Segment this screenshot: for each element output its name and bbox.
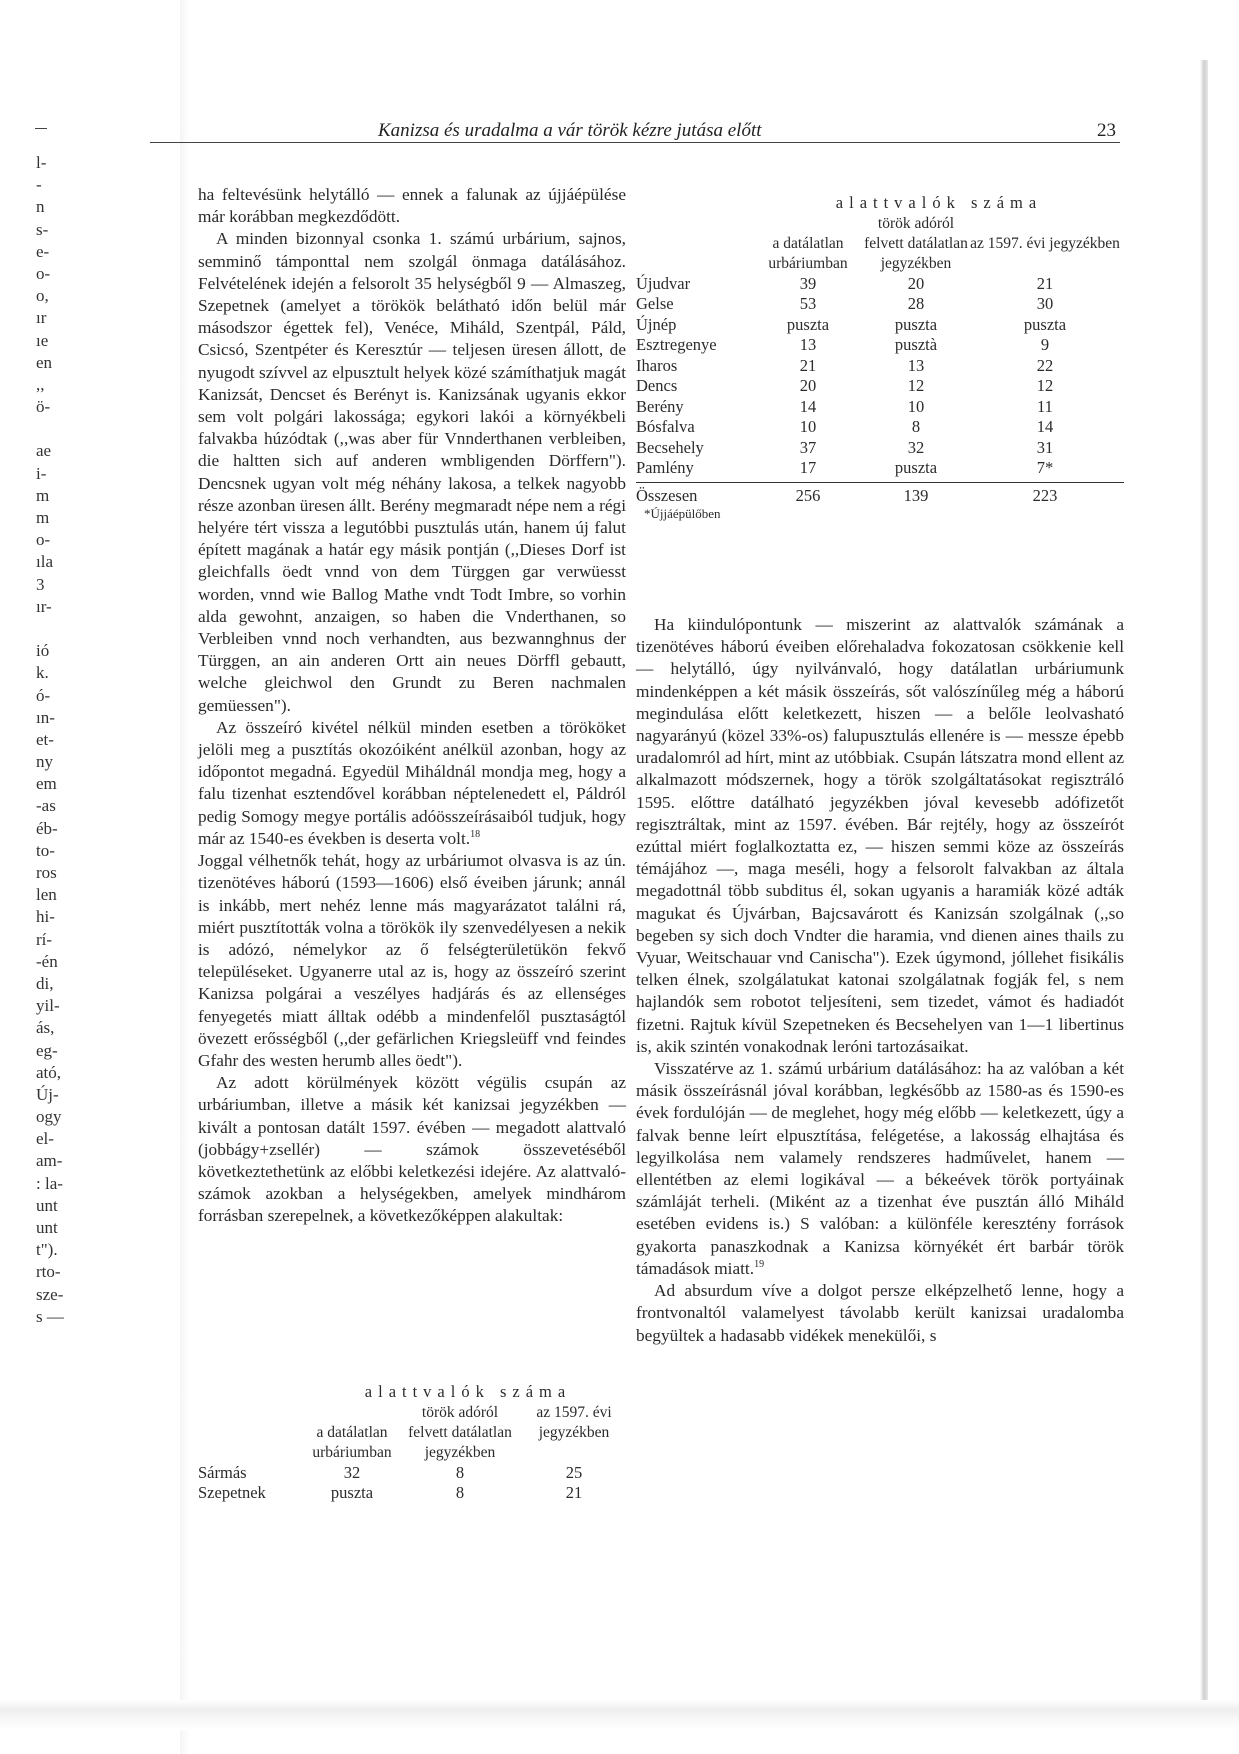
- previous-page-fragment: -én: [36, 951, 58, 971]
- row-value: 31: [1036, 437, 1054, 457]
- row-value: 32: [343, 1462, 361, 1482]
- previous-page-fragment: : la-: [36, 1173, 63, 1193]
- previous-page-fragment: éb-: [36, 818, 58, 838]
- row-value: 21: [1036, 273, 1054, 293]
- previous-page-fragment: [36, 418, 66, 440]
- left-column: [198, 184, 626, 1228]
- previous-page-header-rule: [35, 128, 47, 129]
- paragraph: Visszatérve az 1. számú urbárium datálásához: ha az valóban a két másik összeírásnál jóval korábban, legkésőbb az 1580-as és 1590-es évek fordulóján — de meglehet, hogy még előbb — keletkezett, úgy a falvak benne leírt elpusztítása, felégetése, a lakosság elhajtása és legyilkolása nem valamely rendszeres hadművelet, hanem — ellentétben az elemi logikával — a békeévek török portyáinak számláját terheli. (Miként az a tizenhat éve pusztán álló Miháld esetében evidens is.) S valóban: a különféle keresztény források gyakorta panaszkodnak a Kanizsa környékét ért barbár török támadások miatt.$^{19}$: [636, 1059, 1124, 1278]
- row-value: 32: [907, 437, 925, 457]
- row-value: 30: [1036, 294, 1054, 313]
- subjects-table-secondary: [198, 1382, 638, 1504]
- row-place-name: Újnép: [636, 314, 677, 334]
- previous-page-fragment: Új-: [36, 1084, 59, 1104]
- row-value: 20: [799, 376, 817, 395]
- row-value: puszta: [894, 314, 938, 334]
- previous-page-fragment: t").: [36, 1240, 58, 1260]
- paragraph: Az adott körülmények között végülis csupán az urbáriumban, illetve a másik két kanizsai jegyzékben — kivált a pontosan datált 1597. évében — megadott alattvaló (jobbágy+zsellér) — számok összevetéséből következtethetünk az előbbi keletkezési idejére. Az alattvaló-számok azokban a helységekben, amelyek mindhárom forrásban szerepelnek, a következőképpen alakultak:: [198, 1073, 626, 1226]
- previous-page-fragment: ır: [36, 308, 47, 328]
- column-header: a datálatlan urbáriumban: [768, 234, 848, 272]
- row-place-name: Újudvar: [636, 273, 691, 293]
- previous-page-fragment: s —: [36, 1306, 64, 1326]
- table-header: [198, 1403, 638, 1463]
- row-value: 22: [1036, 355, 1054, 375]
- row-place-name: Sármás: [198, 1462, 247, 1482]
- previous-page-fragment: em: [36, 774, 57, 794]
- previous-page-fragment: unt: [36, 1195, 58, 1215]
- row-value: 53: [799, 294, 817, 313]
- previous-page-fragment: k.: [36, 663, 49, 683]
- running-title: Kanizsa és uradalma a vár török kézre jutása előtt: [378, 120, 762, 141]
- page-number: 23: [1097, 120, 1116, 141]
- previous-page-fragment: ıe: [36, 330, 49, 350]
- previous-page-fragment: ö-: [36, 397, 51, 417]
- previous-page-fragment: o,: [36, 286, 49, 306]
- running-header: [150, 112, 1120, 143]
- row-value: 10: [907, 396, 925, 416]
- row-value: 8: [911, 417, 921, 436]
- previous-page-fragment: m: [36, 508, 50, 527]
- paragraph: ha feltevésünk helytálló — ennek a falunak az újjáépülése már korábban megkezdődött.: [198, 185, 626, 227]
- row-place-name: Gelse: [636, 294, 674, 313]
- paragraph: Az összeíró kivétel nélkül minden esetben a törököket jelöli meg a pusztítás okozóiként anélkül azonban, hogy az időpontot megadná. Egyedül Miháldnál mondja meg, hogy a falu tizenhat esztendővel korábban néptelenedett el, Páldról pedig Somogy megye portális adóösszeírásaiból tudjuk, hogy már az 1540-es években is deserta volt.$^{18}$: [198, 717, 626, 848]
- row-place-name: Szepetnek: [198, 1483, 266, 1502]
- paragraph: Ha kiindulópontunk — miszerint az alattvalók számának a tizenötéves háború éveiben előrehaladva fokozatosan csökkenie kell — helytálló, úgy nyilvánvaló, hogy datálatlan urbáriumunk mindenképpen a két másik összeírás, sőt valószínűleg még a háború megindulása előtt keletkezett, hiszen — a belőle leolvasható nagyarányú (közel 33%-os) falupusztulás ellenére is — messze épebb uradalomról ad hírt, mint az utóbbiak. Csupán látszatra mond ellent az alkalmazott módszernek, hogy a török szolgáltatásokat regisztráló 1595. előttre datálható jegyzékben jóval kevesebb adófizetőt regisztráltak, mint az 1597. évében. Bár rejtély, hogy az összeírót ezúttal miért foglalkoztatta ez, — hiszen semmi köze az összeírás témájához —, maga meséli, hogy a felsorolt falvakban az általa megadottnál több subditus él, sokan ugyanis a haramiák közé adták magukat és Újvárban, Bajcsavárott és Kanizsán szolgálnak (,,so begeben sy sich doch Vndter die haramia, vnd dienen aines thails zu Vyuar, Weitschauar vnd Canischa"). Ezek úgymond, jóllehet fisikális telken élnek, szolgálatukat katonai szolgálatnak fogják fel, s nem hajlandók sem robotot teljesíteni, sem tizedet, vámot és hadiadót fizetni. Rajtuk kívül Szepetneken és Becsehelyen van 1—1 libertinus is, akik szintén vonakodnak leróni tartozásaikat.: [636, 615, 1124, 1056]
- table-title: alattvalók száma: [835, 193, 1043, 212]
- row-value: 37: [799, 437, 817, 457]
- previous-page-fragment: o-: [36, 263, 51, 283]
- right-column: [636, 614, 1124, 1347]
- previous-page-fragment: 3: [36, 574, 45, 594]
- row-value: 21: [799, 355, 817, 375]
- row-value: 25: [565, 1462, 583, 1482]
- row-place-name: Becsehely: [636, 437, 704, 457]
- subjects-table-main: [636, 193, 1124, 522]
- row-value: 21: [565, 1483, 583, 1502]
- page-bottom-shadow: [0, 1700, 1239, 1730]
- table-footnote: *Újjáépülőben: [644, 506, 721, 521]
- column-header: török adóról felvett datálatlan jegyzékben: [408, 1403, 512, 1461]
- row-value: puszta: [1023, 314, 1067, 334]
- previous-page-fragment: n: [36, 197, 45, 217]
- previous-page-fragment: rto-: [36, 1262, 61, 1282]
- previous-page-fragment: sze-: [36, 1284, 64, 1304]
- previous-page-fragment: i-: [36, 463, 47, 483]
- row-value: 13: [907, 355, 925, 375]
- previous-page-fragment: el-: [36, 1129, 54, 1149]
- row-value: 12: [1036, 376, 1054, 395]
- previous-page-fragment: m: [36, 485, 50, 505]
- previous-page-fragment: ás,: [36, 1018, 55, 1038]
- row-value: puszta: [894, 458, 938, 477]
- previous-page-fragment: to-: [36, 840, 55, 860]
- row-place-name: Berény: [636, 396, 684, 416]
- previous-page-fragment: s-: [36, 219, 49, 239]
- row-value: 28: [907, 294, 925, 313]
- row-place-name: Pamlény: [636, 458, 694, 477]
- previous-page-fragment: ır-: [36, 596, 52, 616]
- row-place-name: Bósfalva: [636, 417, 695, 436]
- table-header: [636, 214, 1124, 274]
- row-value: 12: [907, 376, 925, 395]
- column-header: az 1597. évi jegyzékben: [970, 234, 1120, 252]
- table-total-row: Összesen 256 139 223: [636, 482, 1124, 507]
- row-value: 13: [799, 335, 817, 354]
- previous-page-fragment: et-: [36, 729, 54, 749]
- previous-page-fragment: -as: [36, 796, 56, 816]
- footnote-ref: 18: [470, 829, 481, 841]
- previous-page-fragment: ae: [36, 441, 52, 461]
- previous-page-fragment: ió: [36, 641, 50, 661]
- row-value: puszta: [330, 1483, 374, 1502]
- previous-page-fragment: ogy: [36, 1107, 62, 1127]
- row-value: 39: [799, 273, 817, 293]
- row-value: 10: [799, 417, 817, 436]
- row-value: 11: [1037, 396, 1053, 416]
- row-value: 9: [1040, 335, 1050, 354]
- row-value: 20: [907, 273, 925, 293]
- row-value: 7*: [1036, 458, 1054, 477]
- previous-page-fragment: ny: [36, 752, 53, 772]
- previous-page-fragment: -: [36, 175, 42, 195]
- row-value: 8: [455, 1483, 465, 1502]
- previous-page-fragment: unt: [36, 1218, 58, 1237]
- previous-page-fragment: ó-: [36, 685, 51, 705]
- paragraph: A minden bizonnyal csonka 1. számú urbárium, sajnos, semminő támponttal nem szolgál önmaga datálásához. Felvételének idején a felsorolt 35 helységből 9 — Almaszeg, Szepetnek (amelyet a törökök belátható időn belül már másodszor égettek fel), Venéce, Miháld, Szentpál, Páld, Csicsó, Szentpéter és Keresztúr — teljesen üresen állott, de nyugodt szívvel az elpusztult helyek közé számíthatjuk magát Kanizsát, Dencset és Berényt is. Kanizsának ugyanis ekkor sem volt polgári lakossága; egykori lakói a környékbeli falvakba húzódtak (,,was aber für Vnnderthanen verbleiben, die haltten sich auf anderen wmbligenden Dörffern"). Dencsnek ugyan volt még néhány lakosa, a telkek nagyobb része azonban üresen állt. Berény megmaradt népe nem a régi helyére tért vissza a legutóbbi pusztulás után, hanem új falut épített magának a határ egy másik pontján (,,Dieses Dorf ist gleichfalls öedt vnnd von dem Türggen gar verwüesst worden, vnnd wie Ballog Mathe vndt Todt Imbre, so vorhin alda gewohnt, anzaigen, so haben die Vnderthanen, so Verbleiben vnnd noch verhandten, aus bezwannghnus der Türggen, an ain anderen Ortt ain neues Dörffl gebautt, welche gleichwol den Grundt zu Beren nachmalen gemüessen").: [198, 229, 626, 715]
- previous-page-fragment: ,,: [36, 374, 45, 394]
- row-place-name: Esztregenye: [636, 335, 717, 354]
- previous-page-fragment: en: [36, 352, 53, 372]
- previous-page-fragment: len: [36, 885, 57, 905]
- column-header: török adóról felvett datálatlan jegyzékben: [864, 214, 968, 272]
- row-value: 14: [799, 396, 817, 416]
- previous-page-fragment: di,: [36, 973, 54, 993]
- previous-page-fragment: ros: [36, 863, 57, 882]
- row-value: 8: [455, 1462, 465, 1482]
- previous-page-fragment: [36, 618, 66, 640]
- previous-page-fragment: ató,: [36, 1062, 62, 1082]
- previous-page-fragments: [36, 152, 66, 1328]
- row-place-name: Iharos: [636, 355, 678, 375]
- column-header: az 1597. évi jegyzékben: [536, 1403, 612, 1441]
- table-body: [636, 274, 1124, 479]
- row-place-name: Dencs: [636, 376, 678, 395]
- previous-page-fragment: yil-: [36, 996, 60, 1016]
- column-header: a datálatlan urbáriumban: [312, 1423, 392, 1461]
- page-edge-shadow: [1200, 60, 1208, 1700]
- row-value: 14: [1036, 417, 1054, 436]
- row-value: pusztà: [894, 335, 938, 354]
- footnote-ref: 19: [754, 1259, 765, 1271]
- paragraph: Ad absurdum víve a dolgot persze elképzelhető lenne, hogy a frontvonaltól valamelyest távolabb került kanizsai uradalomba begyültek a hadasabb vidékek menekülői, s: [636, 1281, 1124, 1345]
- page-gutter-shadow: [180, 0, 190, 1754]
- previous-page-fragment: rí-: [36, 929, 53, 949]
- previous-page-fragment: o-: [36, 530, 51, 550]
- previous-page-fragment: hi-: [36, 907, 55, 927]
- paragraph: Joggal vélhetnők tehát, hogy az urbáriumot olvasva is az ún. tizenötéves háború (1593—1606) első éveiben járunk; annál is inkább, mert nehéz lenne más magyarázatot találni rá, miért pusztították volna a törökök ily szenvedélyesen a nekik is adózó, némelykor az ő felségterületükön fekvő településeket. Ugyanerre utal az is, hogy az összeíró szerint Kanizsa polgárai a veszélyes hadjárás és az ellenséges fenyegetés miatt álltak odébb a mindenfelől pusztaságtól övezett erősségből (,,der gefärlichen Kriegsleüff vnd feindes Gfahr des westen herumb alles öedt").: [198, 851, 626, 1070]
- row-value: puszta: [786, 314, 830, 334]
- previous-page-fragment: ın-: [36, 707, 55, 727]
- table-title: alattvalók száma: [364, 1382, 572, 1401]
- previous-page-fragment: ıla: [36, 552, 53, 572]
- table-body: [198, 1463, 638, 1504]
- previous-page-fragment: eg-: [36, 1040, 58, 1060]
- previous-page-fragment: e-: [36, 241, 50, 261]
- row-value: 17: [799, 458, 817, 477]
- previous-page-fragment: am-: [36, 1151, 63, 1171]
- previous-page-fragment: l-: [36, 153, 47, 172]
